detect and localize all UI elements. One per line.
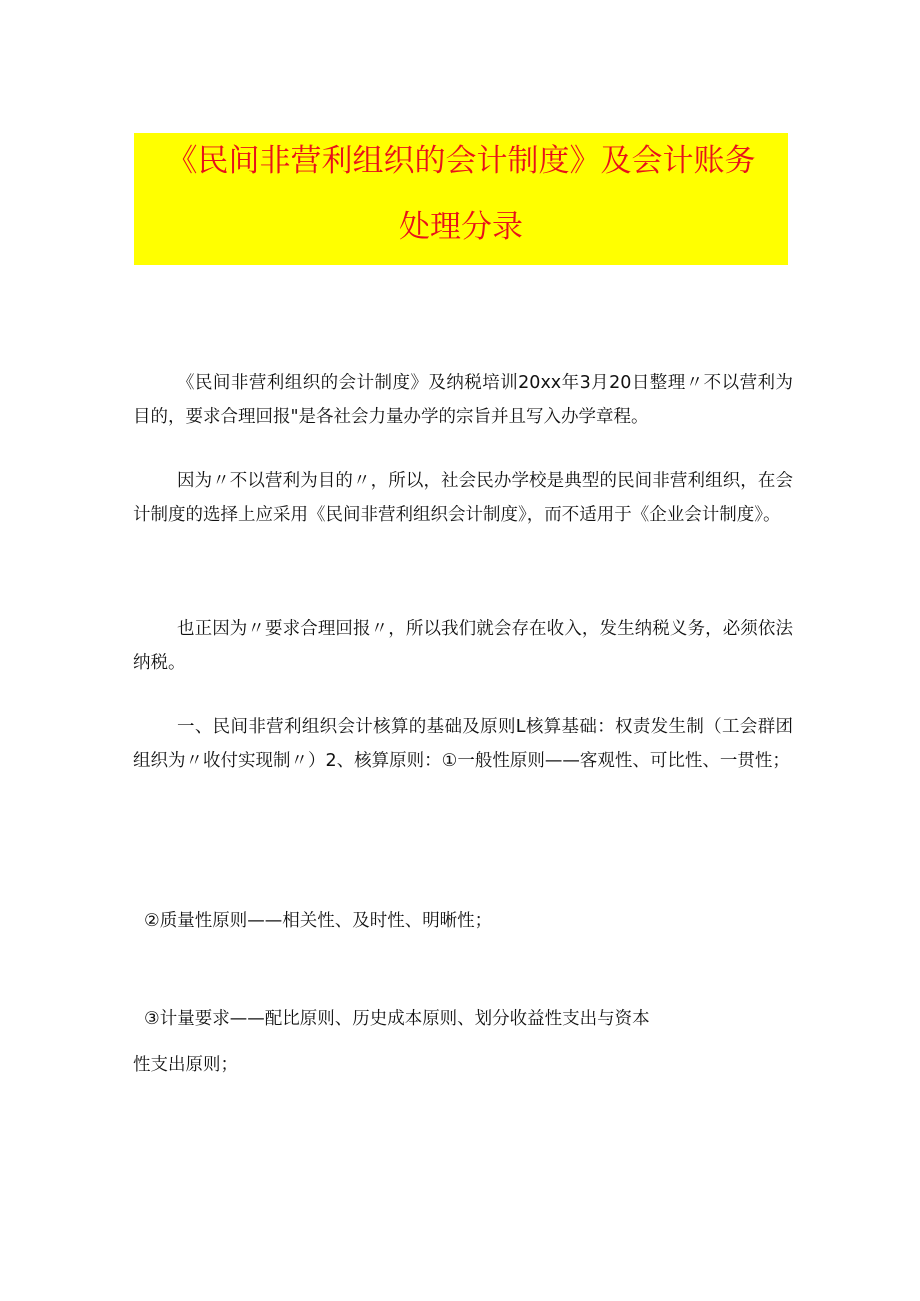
quality-principle-line: ②质量性原则——相关性、及时性、明晰性； [144, 911, 493, 931]
paragraph-1-text: 《民间非营利组织的会计制度》及纳税培训20xx年3月20日整理〃不以营利为目的，要求合理回报"是各社会力量办学的宗旨并且写入办学章程。 [133, 373, 793, 427]
paragraph-1 [133, 366, 793, 434]
paragraph-3-text: 也正因为〃要求合理回报〃，所以我们就会存在收入，发生纳税义务，必须依法纳税。 [133, 619, 793, 673]
title-line-2: 处理分录 [399, 209, 523, 245]
measurement-line-1: ③计量要求——配比原则、历史成本原则、划分收益性支出与资本 [144, 1009, 650, 1029]
title-block [134, 133, 788, 265]
paragraph-4-text: 一、民间非营利组织会计核算的基础及原则L核算基础：权责发生制（工会群团组织为〃收付实现制〃）2、核算原则：①一般性原则——客观性、可比性、一贯性； [133, 717, 793, 771]
paragraph-3 [133, 612, 793, 680]
paragraph-4 [133, 710, 793, 778]
paragraph-2 [133, 464, 793, 532]
paragraph-2-text: 因为〃不以营利为目的〃，所以，社会民办学校是典型的民间非营利组织，在会计制度的选择上应采用《民间非营利组织会计制度》，而不适用于《企业会计制度》。 [133, 471, 793, 525]
title-line-1: 《民间非营利组织的会计制度》及会计账务 [166, 143, 756, 179]
measurement-line-2: 性支出原则； [133, 1055, 238, 1075]
